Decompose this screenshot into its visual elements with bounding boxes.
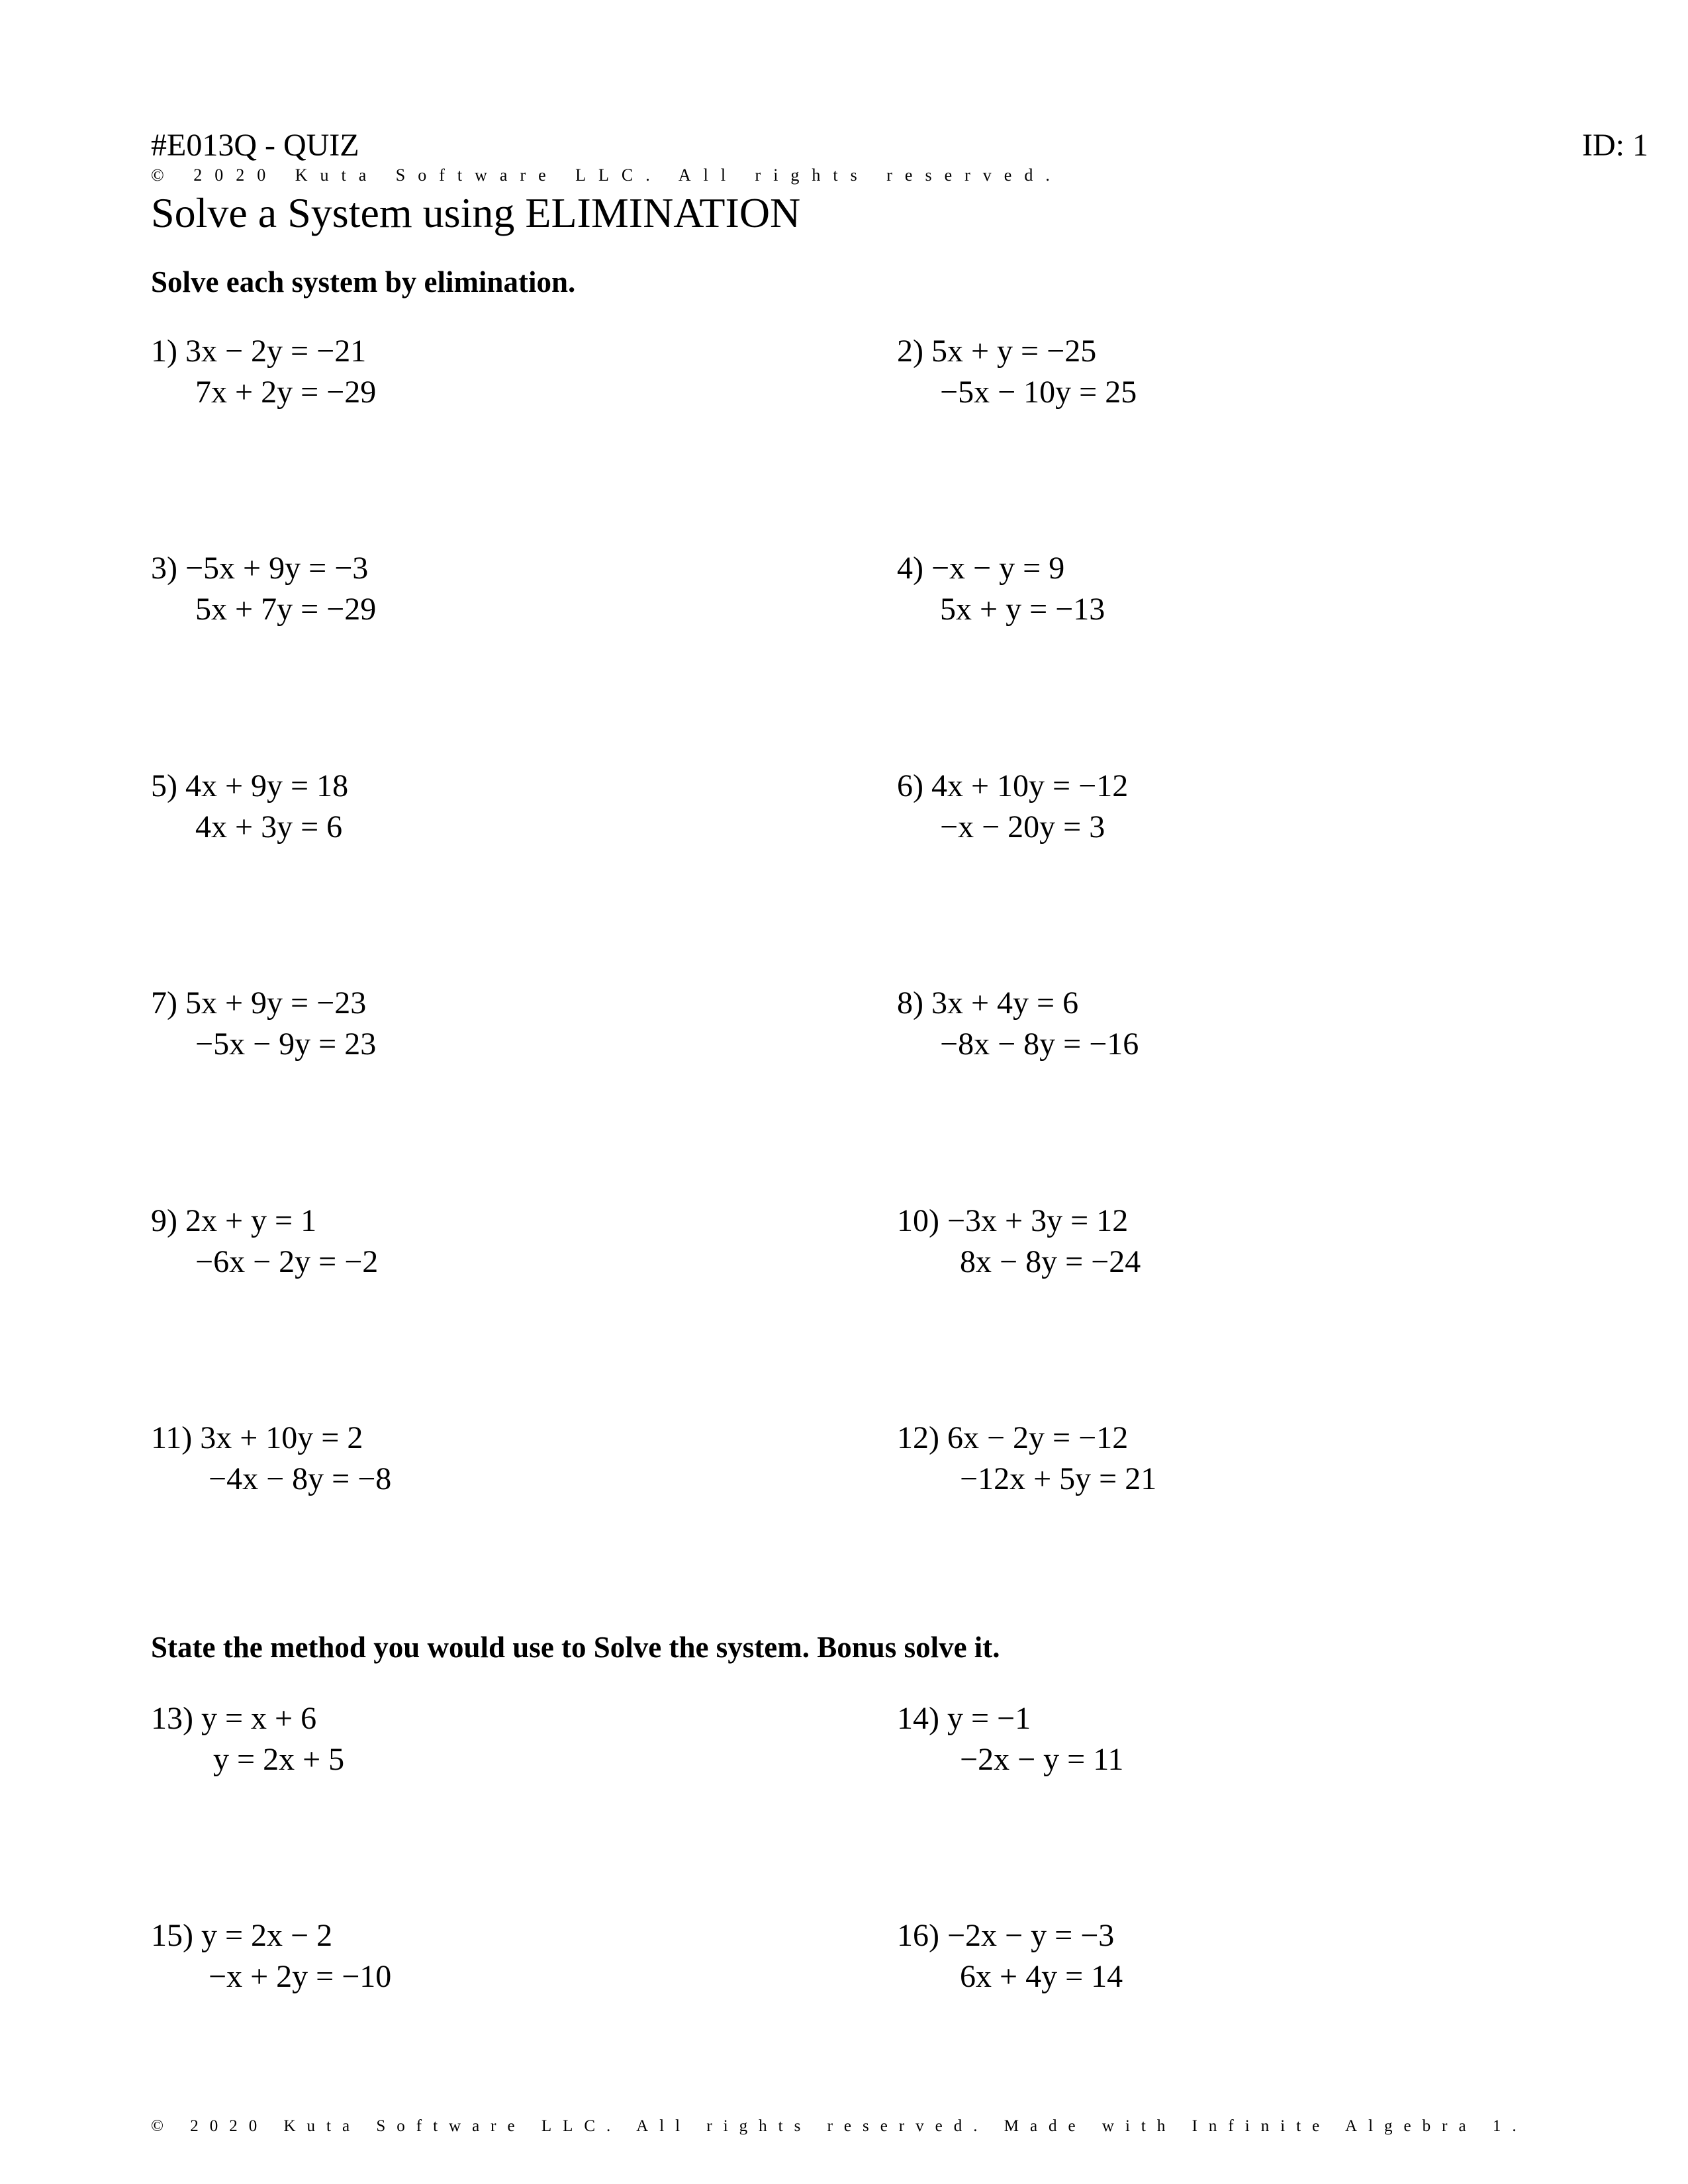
problem-4 <box>897 548 1064 589</box>
problem-13 <box>151 1698 316 1739</box>
problem-3 <box>151 548 368 589</box>
equation-2: −x − 20y = 3 <box>940 809 1105 844</box>
problem-14 <box>897 1698 1031 1739</box>
problem-15 <box>151 1915 332 1956</box>
problem-number: 14) <box>897 1701 939 1736</box>
problem-1 <box>151 331 366 372</box>
problem-2 <box>897 331 1096 372</box>
equation-1: 3x + 4y = 6 <box>931 985 1079 1021</box>
problem-number: 7) <box>151 985 177 1021</box>
problem-4-eq2 <box>940 589 1105 630</box>
equation-2: −4x − 8y = −8 <box>209 1461 392 1496</box>
problem-16-eq2 <box>960 1956 1123 1997</box>
problem-14-eq2 <box>960 1739 1123 1780</box>
problem-7-eq2 <box>195 1024 376 1065</box>
equation-1: y = 2x − 2 <box>201 1918 333 1953</box>
problem-1-eq2 <box>195 372 376 413</box>
equation-1: 4x + 9y = 18 <box>185 768 349 803</box>
page-title: Solve a System using ELIMINATION <box>151 189 801 236</box>
equation-1: 2x + y = 1 <box>185 1203 317 1238</box>
equation-1: −x − y = 9 <box>931 551 1065 586</box>
section1-instructions: Solve each system by elimination. <box>151 265 576 298</box>
problem-11-eq2 <box>209 1459 391 1500</box>
problem-2-eq2 <box>940 372 1137 413</box>
equation-1: 4x + 10y = −12 <box>931 768 1129 803</box>
problem-15-eq2 <box>209 1956 391 1997</box>
problem-11 <box>151 1418 363 1459</box>
problem-number: 1) <box>151 334 177 369</box>
equation-2: 7x + 2y = −29 <box>195 375 377 410</box>
problem-7 <box>151 983 366 1024</box>
equation-2: 5x + 7y = −29 <box>195 592 377 627</box>
problem-5-eq2 <box>195 807 342 848</box>
problem-number: 4) <box>897 551 923 586</box>
equation-1: −3x + 3y = 12 <box>947 1203 1129 1238</box>
equation-1: −5x + 9y = −3 <box>185 551 369 586</box>
problem-9-eq2 <box>195 1242 378 1283</box>
problem-number: 11) <box>151 1420 193 1455</box>
equation-1: 5x + 9y = −23 <box>185 985 367 1021</box>
footer-copyright: © 2020 Kuta Software LLC. All rights reserved. Made with Infinite Algebra 1. <box>151 2117 1528 2135</box>
problem-number: 2) <box>897 334 923 369</box>
problem-16 <box>897 1915 1114 1956</box>
equation-1: 3x + 10y = 2 <box>200 1420 363 1455</box>
problem-number: 16) <box>897 1918 939 1953</box>
equation-1: 6x − 2y = −12 <box>947 1420 1129 1455</box>
section2-instructions: State the method you would use to Solve the system. Bonus solve it. <box>151 1631 1000 1664</box>
problem-number: 13) <box>151 1701 193 1736</box>
problem-number: 15) <box>151 1918 193 1953</box>
equation-1: y = −1 <box>947 1701 1031 1736</box>
equation-2: 4x + 3y = 6 <box>195 809 343 844</box>
problem-number: 6) <box>897 768 923 803</box>
equation-2: y = 2x + 5 <box>213 1742 345 1777</box>
equation-2: 6x + 4y = 14 <box>960 1959 1123 1994</box>
equation-2: 5x + y = −13 <box>940 592 1105 627</box>
id-label: ID: 1 <box>1582 128 1648 163</box>
problem-number: 9) <box>151 1203 177 1238</box>
equation-2: 8x − 8y = −24 <box>960 1244 1141 1279</box>
equation-2: −5x − 9y = 23 <box>195 1026 377 1062</box>
problem-number: 12) <box>897 1420 939 1455</box>
problem-10-eq2 <box>960 1242 1141 1283</box>
problem-8-eq2 <box>940 1024 1139 1065</box>
problem-10 <box>897 1201 1128 1242</box>
equation-2: −6x − 2y = −2 <box>195 1244 379 1279</box>
quiz-id: #E013Q - QUIZ <box>151 128 359 163</box>
problem-12-eq2 <box>960 1459 1156 1500</box>
equation-1: y = x + 6 <box>201 1701 317 1736</box>
problem-6 <box>897 766 1128 807</box>
problem-13-eq2 <box>213 1739 344 1780</box>
problem-number: 5) <box>151 768 177 803</box>
problem-number: 3) <box>151 551 177 586</box>
equation-1: 5x + y = −25 <box>931 334 1097 369</box>
problem-5 <box>151 766 348 807</box>
equation-2: −12x + 5y = 21 <box>960 1461 1157 1496</box>
equation-2: −2x − y = 11 <box>960 1742 1124 1777</box>
equation-1: −2x − y = −3 <box>947 1918 1115 1953</box>
equation-2: −5x − 10y = 25 <box>940 375 1137 410</box>
equation-2: −8x − 8y = −16 <box>940 1026 1139 1062</box>
problem-number: 10) <box>897 1203 939 1238</box>
copyright-notice: © 2020 Kuta Software LLC. All rights reserved. <box>151 165 1062 185</box>
problem-6-eq2 <box>940 807 1105 848</box>
problem-12 <box>897 1418 1128 1459</box>
equation-2: −x + 2y = −10 <box>209 1959 392 1994</box>
problem-3-eq2 <box>195 589 376 630</box>
problem-8 <box>897 983 1078 1024</box>
equation-1: 3x − 2y = −21 <box>185 334 367 369</box>
problem-number: 8) <box>897 985 923 1021</box>
problem-9 <box>151 1201 316 1242</box>
